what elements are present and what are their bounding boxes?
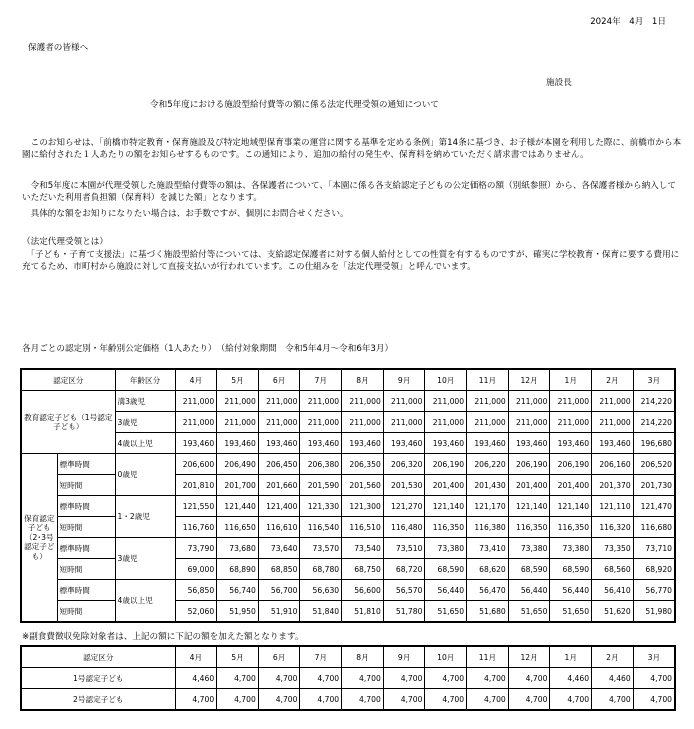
subsidy-cell: 4,700 — [508, 689, 550, 711]
age-label: 1・2歳児 — [115, 496, 175, 538]
price-cell: 52,060 — [175, 601, 217, 623]
header-month: 3月 — [633, 646, 675, 668]
price-cell: 116,610 — [258, 517, 300, 538]
price-cell: 201,660 — [258, 475, 300, 496]
price-cell: 121,110 — [592, 496, 634, 517]
header-month: 10月 — [425, 646, 467, 668]
body-paragraph-1: このお知らせは、「前橋市特定教育・保育施設及び特定地域型保育事業の運営に関する基準を定める条例」第14条に基づき、お子様が本園を利用した際に、前橋市から本園に給付された１人あたりの額をお知らせするものです。この通知により、追加の給付の発生や、保育料を納めていただく請求書ではありません。 — [22, 138, 682, 161]
subsidy-cell: 4,700 — [383, 689, 425, 711]
price-cell: 206,190 — [425, 454, 467, 475]
price-cell: 211,000 — [467, 391, 509, 412]
price-cell: 211,000 — [592, 412, 634, 433]
price-cell: 121,140 — [508, 496, 550, 517]
price-cell: 51,650 — [550, 601, 592, 623]
price-cell: 121,270 — [383, 496, 425, 517]
time-label: 短時間 — [57, 475, 115, 496]
subsidy-cell: 4,460 — [592, 668, 634, 689]
price-cell: 121,470 — [633, 496, 675, 517]
price-cell: 206,320 — [383, 454, 425, 475]
time-label: 短時間 — [57, 601, 115, 623]
table-row — [21, 412, 675, 433]
price-cell: 68,850 — [258, 559, 300, 580]
subsidy-cell: 4,460 — [550, 668, 592, 689]
subsidy-table — [20, 645, 676, 711]
age-label: 満3歳児 — [115, 391, 175, 412]
price-cell: 73,380 — [425, 538, 467, 559]
price-cell: 211,000 — [508, 391, 550, 412]
time-label: 短時間 — [57, 559, 115, 580]
header-month: 4月 — [175, 369, 217, 391]
price-cell: 116,480 — [383, 517, 425, 538]
header-month: 1月 — [550, 369, 592, 391]
price-cell: 68,590 — [550, 559, 592, 580]
price-cell: 201,400 — [508, 475, 550, 496]
subsidy-cell: 4,700 — [425, 668, 467, 689]
price-cell: 51,840 — [300, 601, 342, 623]
price-cell: 211,000 — [258, 412, 300, 433]
price-cell: 51,910 — [258, 601, 300, 623]
price-cell: 211,000 — [300, 412, 342, 433]
price-cell: 56,630 — [300, 580, 342, 601]
body-paragraph-2: 令和5年度に本園が代理受領した施設型給付費等の額は、各保護者について、「本園に係る各支給認定子どもの公定価格の額（別紙参照）から、各保護者様から納入していただいた利用者負担額（保育料）を減じた額」となります。 — [22, 181, 676, 204]
price-cell: 51,980 — [633, 601, 675, 623]
price-cell: 201,530 — [383, 475, 425, 496]
header-month: 8月 — [342, 646, 384, 668]
price-cell: 121,440 — [217, 496, 259, 517]
document-date: 2024年 4月 1日 — [590, 17, 666, 27]
price-cell: 193,460 — [300, 433, 342, 454]
price-cell: 116,350 — [425, 517, 467, 538]
price-cell: 68,590 — [508, 559, 550, 580]
subsidy-cell: 4,700 — [300, 689, 342, 711]
price-cell: 201,810 — [175, 475, 217, 496]
price-cell: 211,000 — [550, 391, 592, 412]
price-cell: 206,190 — [508, 454, 550, 475]
price-cell: 121,170 — [467, 496, 509, 517]
header-month: 10月 — [425, 369, 467, 391]
time-label: 標準時間 — [57, 580, 115, 601]
table-header-row — [21, 369, 675, 391]
price-cell: 201,590 — [300, 475, 342, 496]
price-cell: 211,000 — [175, 391, 217, 412]
price-cell: 73,380 — [550, 538, 592, 559]
nintei-label: 1号認定子ども — [21, 668, 175, 689]
table-row — [21, 580, 675, 601]
header-month: 5月 — [217, 646, 259, 668]
price-cell: 68,620 — [467, 559, 509, 580]
subsidy-cell: 4,700 — [425, 689, 467, 711]
price-cell: 193,460 — [467, 433, 509, 454]
price-cell: 201,370 — [592, 475, 634, 496]
price-cell: 56,470 — [467, 580, 509, 601]
price-cell: 56,570 — [383, 580, 425, 601]
price-cell: 193,460 — [425, 433, 467, 454]
subsidy-cell: 4,700 — [217, 689, 259, 711]
nintei-label: 2号認定子ども — [21, 689, 175, 711]
edu-group-label: 教育認定子ども（1号認定子ども） — [21, 391, 115, 454]
price-cell: 73,350 — [592, 538, 634, 559]
price-cell: 56,440 — [508, 580, 550, 601]
sender: 施設長 — [546, 78, 572, 88]
price-cell: 193,460 — [258, 433, 300, 454]
price-cell: 201,730 — [633, 475, 675, 496]
subsidy-cell: 4,700 — [633, 689, 675, 711]
price-cell: 201,400 — [425, 475, 467, 496]
price-cell: 201,700 — [217, 475, 259, 496]
price-cell: 211,000 — [342, 391, 384, 412]
subsidy-cell: 4,700 — [175, 689, 217, 711]
header-month: 11月 — [467, 646, 509, 668]
price-cell: 73,790 — [175, 538, 217, 559]
note-heading: （法定代理受領とは） — [22, 237, 108, 247]
price-cell: 116,510 — [342, 517, 384, 538]
price-cell: 214,220 — [633, 412, 675, 433]
subsidy-cell: 4,700 — [550, 689, 592, 711]
price-cell: 193,460 — [508, 433, 550, 454]
table-row — [21, 538, 675, 559]
header-age: 年齢区分 — [115, 369, 175, 391]
price-cell: 56,600 — [342, 580, 384, 601]
age-label: 4歳以上児 — [115, 580, 175, 623]
subsidy-cell: 4,700 — [217, 668, 259, 689]
price-cell: 121,400 — [258, 496, 300, 517]
table-caption: 各月ごとの認定別・年齢別公定価格（1人あたり） （給付対象期間 令和5年4月～令和6年3月） — [22, 344, 394, 354]
time-label: 標準時間 — [57, 538, 115, 559]
price-cell: 116,540 — [300, 517, 342, 538]
header-month: 8月 — [342, 369, 384, 391]
price-cell: 201,400 — [550, 475, 592, 496]
table-row — [21, 496, 675, 517]
care-group-label: 保育認定子ども（2･3号認定子ども） — [21, 454, 57, 623]
subsidy-row — [21, 689, 675, 711]
price-cell: 56,740 — [217, 580, 259, 601]
price-cell: 193,460 — [383, 433, 425, 454]
price-cell: 116,680 — [633, 517, 675, 538]
price-cell: 193,460 — [550, 433, 592, 454]
header-month: 4月 — [175, 646, 217, 668]
subsidy-cell: 4,700 — [300, 668, 342, 689]
time-label: 短時間 — [57, 517, 115, 538]
header-month: 11月 — [467, 369, 509, 391]
price-cell: 56,700 — [258, 580, 300, 601]
price-cell: 193,460 — [342, 433, 384, 454]
price-cell: 201,560 — [342, 475, 384, 496]
header-month: 6月 — [258, 646, 300, 668]
header-nintei: 認定区分 — [21, 646, 175, 668]
price-cell: 68,590 — [425, 559, 467, 580]
price-cell: 193,460 — [217, 433, 259, 454]
subsidy-cell: 4,700 — [633, 668, 675, 689]
price-cell: 206,160 — [592, 454, 634, 475]
price-cell: 206,220 — [467, 454, 509, 475]
price-cell: 116,380 — [467, 517, 509, 538]
price-cell: 68,750 — [342, 559, 384, 580]
subsidy-row — [21, 668, 675, 689]
price-cell: 211,000 — [425, 412, 467, 433]
price-cell: 121,140 — [425, 496, 467, 517]
price-cell: 51,950 — [217, 601, 259, 623]
price-cell: 51,650 — [425, 601, 467, 623]
price-cell: 206,450 — [258, 454, 300, 475]
subsidy-cell: 4,700 — [592, 689, 634, 711]
header-month: 5月 — [217, 369, 259, 391]
price-cell: 73,410 — [467, 538, 509, 559]
header-month: 2月 — [592, 646, 634, 668]
price-cell: 206,190 — [550, 454, 592, 475]
price-cell: 206,520 — [633, 454, 675, 475]
header-month: 7月 — [300, 369, 342, 391]
subsidy-cell: 4,700 — [467, 689, 509, 711]
price-cell: 51,680 — [467, 601, 509, 623]
price-cell: 211,000 — [383, 391, 425, 412]
subsidy-cell: 4,700 — [467, 668, 509, 689]
table-row — [21, 454, 675, 475]
price-cell: 211,000 — [592, 391, 634, 412]
header-month: 3月 — [633, 369, 675, 391]
table-row — [21, 391, 675, 412]
price-cell: 51,810 — [342, 601, 384, 623]
price-cell: 211,000 — [508, 412, 550, 433]
price-cell: 68,890 — [217, 559, 259, 580]
subsidy-cell: 4,700 — [508, 668, 550, 689]
header-month: 2月 — [592, 369, 634, 391]
price-cell: 193,460 — [175, 433, 217, 454]
header-month: 12月 — [508, 646, 550, 668]
subsidy-cell: 4,700 — [383, 668, 425, 689]
price-cell: 121,330 — [300, 496, 342, 517]
header-month: 9月 — [383, 646, 425, 668]
price-cell: 73,540 — [342, 538, 384, 559]
price-cell: 73,380 — [508, 538, 550, 559]
price-cell: 211,000 — [175, 412, 217, 433]
price-cell: 73,570 — [300, 538, 342, 559]
subsidy-cell: 4,700 — [342, 689, 384, 711]
price-cell: 121,550 — [175, 496, 217, 517]
price-cell: 211,000 — [550, 412, 592, 433]
note-body: 「子ども・子育て支援法」に基づく施設型給付等については、支給認定保護者に対する個人給付としての性質を有するものですが、確実に学校教育・保育に要する費用に充てるため、市町村から施設に対して直接支払いが行われています。この仕組みを「法定代理受領」と呼んでいます。 — [22, 250, 680, 273]
price-cell: 51,650 — [508, 601, 550, 623]
price-cell: 73,510 — [383, 538, 425, 559]
price-cell: 56,850 — [175, 580, 217, 601]
header-month: 7月 — [300, 646, 342, 668]
price-cell: 206,600 — [175, 454, 217, 475]
price-cell: 116,760 — [175, 517, 217, 538]
price-cell: 211,000 — [342, 412, 384, 433]
price-cell: 211,000 — [258, 391, 300, 412]
price-cell: 211,000 — [467, 412, 509, 433]
price-cell: 56,410 — [592, 580, 634, 601]
age-label: 3歳児 — [115, 538, 175, 580]
subsidy-cell: 4,460 — [175, 668, 217, 689]
price-cell: 193,460 — [592, 433, 634, 454]
time-label: 標準時間 — [57, 496, 115, 517]
price-cell: 116,650 — [217, 517, 259, 538]
price-cell: 68,780 — [300, 559, 342, 580]
price-cell: 211,000 — [383, 412, 425, 433]
price-cell: 51,620 — [592, 601, 634, 623]
price-cell: 56,440 — [550, 580, 592, 601]
age-label: 3歳児 — [115, 412, 175, 433]
price-cell: 214,220 — [633, 391, 675, 412]
subsidy-cell: 4,700 — [258, 689, 300, 711]
price-cell: 68,560 — [592, 559, 634, 580]
document-title: 令和5年度における施設型給付費等の額に係る法定代理受領の通知について — [150, 100, 439, 110]
price-cell: 73,710 — [633, 538, 675, 559]
table-row — [21, 433, 675, 454]
header-nintei: 認定区分 — [21, 369, 115, 391]
price-cell: 211,000 — [300, 391, 342, 412]
price-cell: 56,440 — [425, 580, 467, 601]
price-table — [20, 368, 676, 623]
price-cell: 73,640 — [258, 538, 300, 559]
time-label: 標準時間 — [57, 454, 115, 475]
header-month: 6月 — [258, 369, 300, 391]
price-cell: 73,680 — [217, 538, 259, 559]
subsidy-header-row — [21, 646, 675, 668]
price-cell: 121,140 — [550, 496, 592, 517]
subsidy-cell: 4,700 — [342, 668, 384, 689]
subsidy-note: ※副食費徴収免除対象者は、上記の額に下記の額を加えた額となります。 — [22, 632, 304, 642]
price-cell: 68,920 — [633, 559, 675, 580]
price-cell: 116,350 — [550, 517, 592, 538]
header-month: 1月 — [550, 646, 592, 668]
price-cell: 201,430 — [467, 475, 509, 496]
age-label: 0歳児 — [115, 454, 175, 496]
price-cell: 211,000 — [425, 391, 467, 412]
price-cell: 69,000 — [175, 559, 217, 580]
price-cell: 206,490 — [217, 454, 259, 475]
age-label: 4歳以上児 — [115, 433, 175, 454]
price-cell: 56,770 — [633, 580, 675, 601]
header-month: 9月 — [383, 369, 425, 391]
recipient: 保護者の皆様へ — [28, 43, 89, 53]
price-cell: 121,300 — [342, 496, 384, 517]
price-cell: 68,720 — [383, 559, 425, 580]
price-cell: 206,380 — [300, 454, 342, 475]
body-paragraph-3: 具体的な額をお知りになりたい場合は、お手数ですが、個別にお問合せください。 — [30, 209, 349, 219]
price-cell: 116,320 — [592, 517, 634, 538]
price-cell: 116,350 — [508, 517, 550, 538]
price-cell: 206,350 — [342, 454, 384, 475]
price-cell: 211,000 — [217, 412, 259, 433]
price-cell: 51,780 — [383, 601, 425, 623]
subsidy-cell: 4,700 — [258, 668, 300, 689]
price-cell: 196,680 — [633, 433, 675, 454]
price-cell: 211,000 — [217, 391, 259, 412]
header-month: 12月 — [508, 369, 550, 391]
